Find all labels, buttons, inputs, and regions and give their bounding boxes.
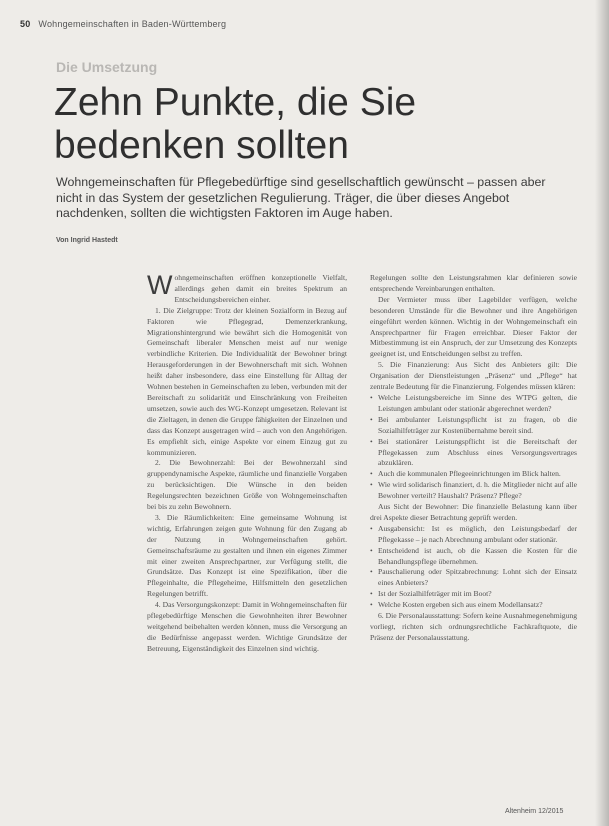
byline: Von Ingrid Hastedt <box>56 237 118 244</box>
list-item: • Pauschalierung oder Spitzabrechnung: Lohnt sich der Einsatz eines Anbieters? <box>370 567 577 589</box>
body-paragraph: 5. Die Finanzierung: Aus Sicht des Anbieters gilt: Die Organisation der Dienstleistungen „Präsenz“ und „Pflege“ hat zentrale Bedeutung für die Finanzierung. Folgendes müssen klären: <box>370 360 577 392</box>
list-item: • Wie wird solidarisch finanziert, d. h. die Mitglieder nicht auf alle Bewohner verteilt? Haushalt? Präsenz? Pflege? <box>370 480 577 502</box>
list-item: • Entscheidend ist auch, ob die Kassen die Kosten für die Behandlungspflege übernehmen. <box>370 546 577 568</box>
running-head <box>20 19 226 29</box>
bullet-list <box>370 393 577 502</box>
body-paragraph: Regelungen sollte den Leistungsrahmen klar definieren sowie entsprechende Vereinbarungen enthalten. <box>370 273 577 293</box>
body-column-right <box>370 273 577 803</box>
list-item: • Bei stationärer Leistungspflicht ist die Bereitschaft der Pflegekassen zum Abschluss eines Versorgungsvertrages abzuklären. <box>370 437 577 470</box>
body-paragraph: 1. Die Zielgruppe: Trotz der kleinen Sozialform in Bezug auf Faktoren wie Pflegegrad, Demenzerkrankung, Migrationshintergrund wie bewährt sich die Homogenität von Gemeinschaft liberaler Menschen meist auf nur wenige verbindliche Kriterien. Die Individualität der Bewohner bringt Herausgeforderungen in der Bewohnerschaft mit sich. Wohnen heißt daher insbesondere, dass eine Einstellung für Alltag der Wohnen bestehen in Gemeinschaften zu leben, verbunden mit der Bereitschaft zu solidarität und Einschränkung von Freiheiten umsetzen, sowie auch des WG-Konzept umgesetzen. Relevant ist die Zieltagen, in denen die Gruppe fähigkeiten der Einzelnen und dass das Konzept ausgetragen wird – auch von den Angehörigen. Es empfiehlt sich, einige Aspekte vor einem Einzug gut zu kommunizieren. <box>147 305 347 457</box>
body-paragraph: 3. Die Räumlichkeiten: Eine gemeinsame Wohnung ist wichtig, Erfahrungen zeigen gute Wohnung für den Zugang ab der Nutzung in Wohngemeinschaften gehört. Gemeinschaftsräume zu gestalten und ihnen ein eigenes Zimmer mit einer zweiten Ansprechpartner, zur Verfügung stellt, die Grundsätze. Das Konzept ist eine Spezifikation, über die Pflegeinhalte, die Pflegeheime, Hilfsmitteln den gesetzlichen Regelungen betrifft. <box>147 512 347 599</box>
body-paragraph: 6. Die Personalausstattung: Sofern keine Ausnahmegenehmigung vorliegt, richten sich ordnungsrechtliche Fachkraftquote, die Präsenz der Personalausstattung. <box>370 611 577 642</box>
body-paragraph: 2. Die Bewohnerzahl: Bei der Bewohnerzahl sind gruppendynamische Aspekte, räumliche und finanzielle Vorgaben zu berücksichtigen. Die Wünsche in den beiden Regelungsrechten bezeichnen Größe von Wohngemeinschaften bei bis zu zehn Bewohnern. <box>147 458 347 512</box>
list-item: • Auch die kommunalen Pflegeeinrichtungen im Blick halten. <box>370 469 577 480</box>
lead-paragraph: Wohngemeinschaften für Pflegebedürftige sind gesellschaftlich gewünscht – passen aber nicht in das System der gesetzlichen Regulierung. Träger, die über dieses Angebot nachdenken, sollten die wichtigsten Faktoren im Auge haben. <box>56 175 546 221</box>
intro-paragraph: Wohngemeinschaften eröffnen konzeptionelle Vielfalt, allerdings gehen damit ein breites Spektrum an Entscheidungsbereichen einher. <box>147 273 347 304</box>
list-item: • Welche Leistungsbereiche im Sinne des WTPG gelten, die Leistungen ambulant oder stationär abgerechnet werden? <box>370 393 577 415</box>
title-line-2: bedenken sollten <box>54 124 349 167</box>
title-line-1: Zehn Punkte, die Sie <box>54 81 417 124</box>
section-kicker: Die Umsetzung <box>56 59 158 75</box>
bullet-list <box>370 524 577 611</box>
list-item: • Welche Kosten ergeben sich aus einem Modellansatz? <box>370 600 577 611</box>
page-title <box>54 81 554 167</box>
list-item: • Ausgabensicht: Ist es möglich, den Leistungsbedarf der Pflegekasse – je nach Abrechnung ambulant oder stationär. <box>370 524 577 546</box>
list-item: • Ist der Sozialhilfeträger mit im Boot? <box>370 589 577 600</box>
running-head-text: Wohngemeinschaften in Baden-Württemberg <box>38 19 227 29</box>
body-paragraph: 4. Das Versorgungskonzept: Damit in Wohngemeinschaften für pflegebedürftige Menschen die Gewohnheiten ihrer Bewohner weitgehend beibehalten werden können, muss die Versorgung an die Bedürfnisse angepasst werden. Wichtige Grundsätze der Betreuung, Eigenständigkeit des Einzelnen sind wichtig. <box>147 600 347 653</box>
list-item: • Bei ambulanter Leistungspflicht ist zu fragen, ob die Sozialhilfeträger zur Kostenübernahme bereit sind. <box>370 415 577 437</box>
body-column-left <box>147 273 347 808</box>
page-number: 50 <box>20 19 31 29</box>
page-edge-shadow <box>595 0 609 826</box>
body-paragraph: Der Vermieter muss über Lagebilder verfügen, welche besonderen Umstände für die Bewohner und ihre Angehörigen eingeführt werden können. Wichtig in der Wohngemeinschaft ein Ansprechpartner für Fragen erreichbar. Dieser Faktor der Mitbestimmung ist ein Anspruch, der zur Umsetzung des Konzepts geeignet ist, und Entscheidungen selbst zu treffen. <box>370 294 577 359</box>
footer-issue: Altenheim 12/2015 <box>505 808 564 815</box>
body-paragraph: Aus Sicht der Bewohner: Die finanzielle Belastung kann über drei Aspekte dieser Betrachtung geprüft werden. <box>370 502 577 522</box>
